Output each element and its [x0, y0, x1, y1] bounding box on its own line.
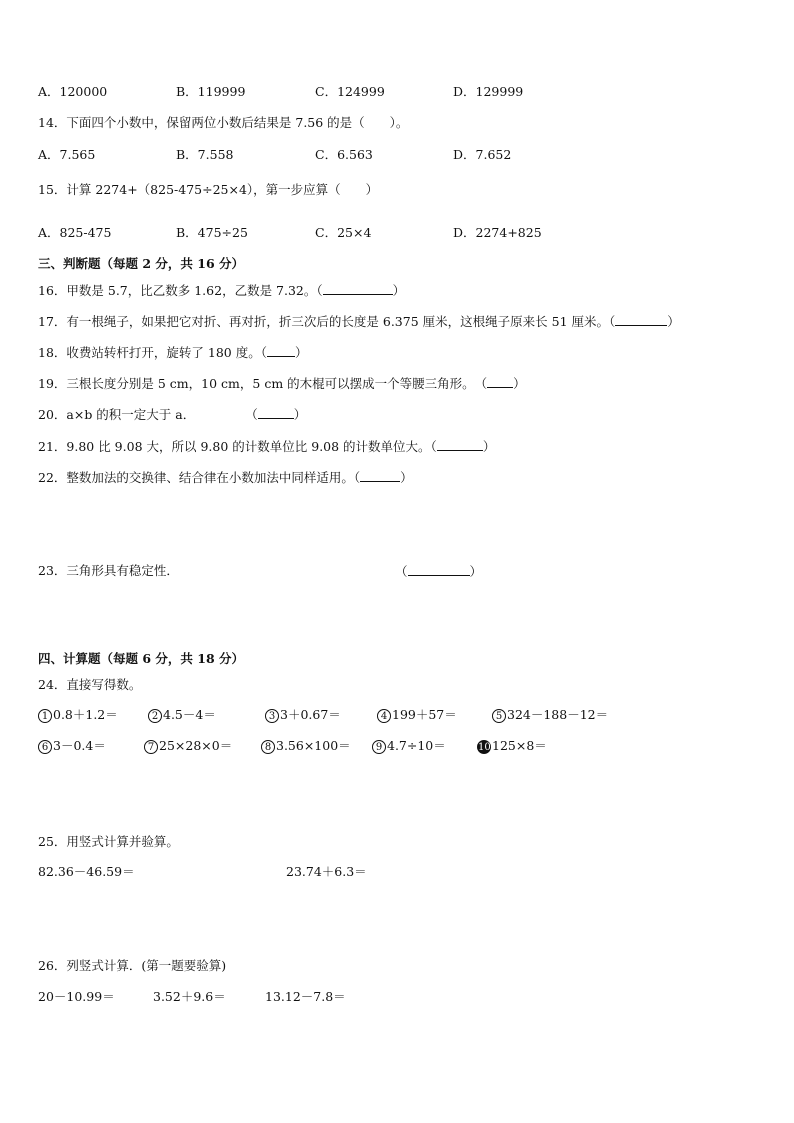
q23-text: 23．三角形具有稳定性． — [38, 563, 179, 578]
circled-number-5: 5 — [492, 709, 506, 723]
q21 — [38, 438, 495, 455]
q23-close: ） — [469, 564, 483, 579]
q24-item-3 — [265, 707, 341, 723]
q18-answer-blank[interactable] — [267, 344, 295, 357]
q13-option-b: B．119999 — [176, 84, 246, 99]
q24-expr-3: 3＋0.67＝ — [280, 707, 341, 722]
q13-option-c: C．124999 — [315, 84, 385, 99]
q18-text: 18．收费站转杆打开，旋转了 180 度。（ — [38, 345, 267, 360]
q24-expr-7: 25×28×0＝ — [159, 738, 233, 753]
q14-option-a: A．7.565 — [38, 147, 96, 162]
q26-expr-3: 13.12－7.8＝ — [265, 989, 346, 1004]
q25-expr-1: 82.36－46.59＝ — [38, 864, 135, 879]
q24-item-9 — [372, 738, 446, 754]
circled-number-8: 8 — [261, 740, 275, 754]
q23-answer — [395, 563, 482, 580]
q24-item-7 — [144, 738, 232, 754]
section4-title: 四、计算题（每题 6 分，共 18 分） — [38, 651, 245, 666]
q15-option-c: C．25×4 — [315, 225, 372, 240]
q23-answer-blank[interactable] — [408, 563, 470, 576]
q24-item-6 — [38, 738, 106, 754]
q22-answer-blank[interactable] — [360, 469, 400, 482]
q14-stem: 14．下面四个小数中，保留两位小数后结果是 7.56 的是（ ）。 — [38, 115, 409, 130]
circled-number-6: 6 — [38, 740, 52, 754]
q19 — [38, 375, 526, 392]
q20-answer-blank[interactable] — [258, 406, 294, 419]
q14-option-b: B．7.558 — [176, 147, 234, 162]
section3-title: 三、判断题（每题 2 分，共 16 分） — [38, 256, 245, 271]
circled-number-10: 10 — [478, 741, 491, 753]
q24-expr-9: 4.7÷10＝ — [387, 738, 446, 753]
q13-option-d: D．129999 — [453, 84, 524, 99]
q24-item-4 — [377, 707, 457, 723]
q24-expr-8: 3.56×100＝ — [276, 738, 351, 753]
q24-item-2 — [148, 707, 216, 723]
q17-text: 17．有一根绳子，如果把它对折、再对折，折三次后的长度是 6.375 厘米，这根绳子原来长 51 厘米。（ — [38, 314, 616, 329]
circled-number-3: 3 — [265, 709, 279, 723]
circled-number-9: 9 — [372, 740, 386, 754]
q13-option-a: A．120000 — [38, 84, 108, 99]
q18-close: ） — [294, 345, 308, 360]
q16 — [38, 282, 405, 299]
q25-stem: 25．用竖式计算并验算。 — [38, 834, 179, 849]
q15-option-d: D．2274+825 — [453, 225, 542, 240]
q19-text: 19．三根长度分别是 5 cm，10 cm，5 cm 的木棍可以摆成一个等腰三角形。 （ — [38, 376, 488, 391]
q26-expr-2: 3.52＋9.6＝ — [153, 989, 226, 1004]
q16-text: 16．甲数是 5.7，比乙数多 1.62，乙数是 7.32。（ — [38, 283, 323, 298]
q14-option-d: D．7.652 — [453, 147, 512, 162]
q24-expr-5: 324－188－12＝ — [507, 707, 609, 722]
q24-expr-4: 199＋57＝ — [392, 707, 457, 722]
q21-close: ） — [482, 439, 496, 454]
q24-item-10 — [477, 738, 547, 754]
q20-close: ） — [293, 407, 307, 422]
q25-expr-2: 23.74＋6.3＝ — [286, 864, 367, 879]
q14-option-c: C．6.563 — [315, 147, 373, 162]
q16-answer-blank[interactable] — [323, 282, 393, 295]
circled-number-7: 7 — [144, 740, 158, 754]
q26-expr-1: 20－10.99＝ — [38, 989, 115, 1004]
q22-close: ） — [400, 470, 413, 485]
q26-stem: 26．列竖式计算．(第一题要验算) — [38, 958, 227, 973]
q24-item-1 — [38, 707, 118, 723]
q15-option-a: A．825-475 — [38, 225, 112, 240]
q24-expr-6: 3－0.4＝ — [53, 738, 106, 753]
circled-number-4: 4 — [377, 709, 391, 723]
q21-text: 21．9.80 比 9.08 大，所以 9.80 的计数单位比 9.08 的计数单位大。（ — [38, 439, 437, 454]
q24-expr-10: 125×8＝ — [492, 738, 547, 753]
q19-answer-blank[interactable] — [487, 375, 513, 388]
q24-stem: 24．直接写得数。 — [38, 677, 142, 692]
q20 — [38, 406, 306, 423]
q17-close: ） — [667, 314, 680, 329]
q24-item-5 — [492, 707, 608, 723]
q19-close: ） — [513, 376, 526, 391]
q21-answer-blank[interactable] — [437, 438, 483, 451]
q15-option-b: B．475÷25 — [176, 225, 248, 240]
q23-open: （ — [395, 564, 408, 579]
q17-answer-blank[interactable] — [615, 313, 667, 326]
q15-stem: 15．计算 2274+（825-475÷25×4），第一步应算（ ） — [38, 182, 379, 197]
circled-number-1: 1 — [38, 709, 52, 723]
q22-text: 22．整数加法的交换律、结合律在小数加法中同样适用。（ — [38, 470, 361, 485]
q24-expr-1: 0.8＋1.2＝ — [53, 707, 118, 722]
q16-close: ） — [392, 283, 406, 298]
q17 — [38, 313, 680, 330]
q18 — [38, 344, 307, 361]
q24-item-8 — [261, 738, 351, 754]
q20-text: 20．a×b 的积一定大于 a． （ — [38, 407, 258, 422]
circled-number-2: 2 — [148, 709, 162, 723]
q22 — [38, 469, 413, 486]
q24-expr-2: 4.5－4＝ — [163, 707, 216, 722]
